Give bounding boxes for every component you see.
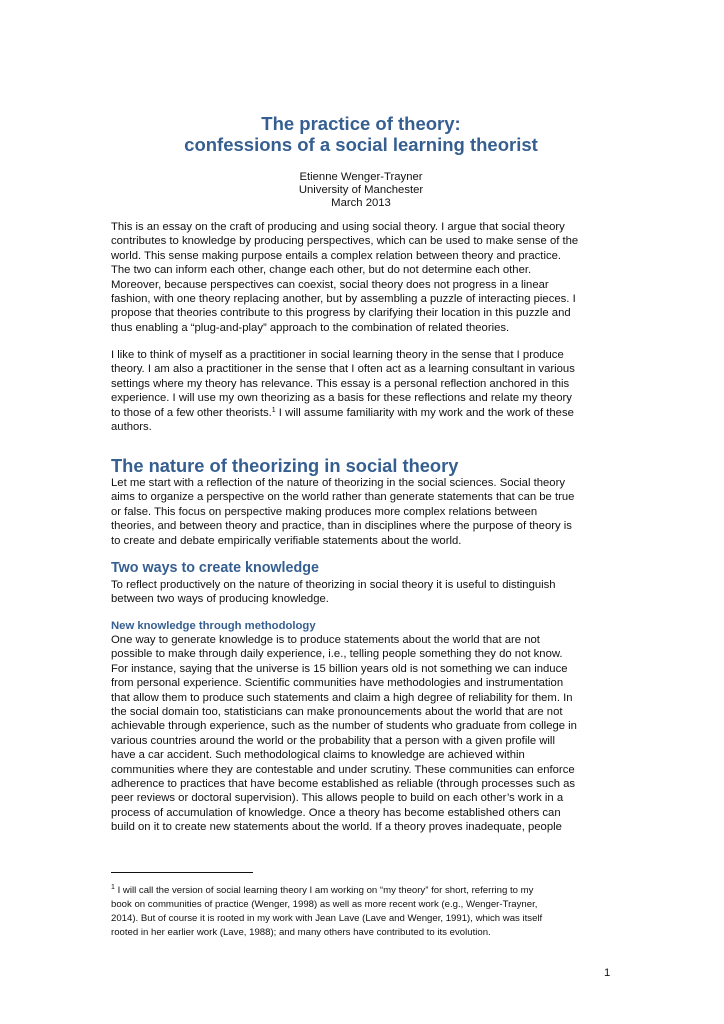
text-line: fashion, with one theory replacing another, but by assembling a puzzle of interacting pieces. I: [111, 293, 576, 306]
text-line: 2014). But of course it is rooted in my work with Jean Lave (Lave and Wenger, 1991), which was itself: [111, 913, 543, 924]
text-line: have a car accident. Such methodological claims to knowledge are achieved within: [111, 749, 525, 762]
footnote-divider: [111, 872, 253, 873]
text-line: theory. I am also a practitioner in the sense that I often act as a learning consultant in various: [111, 363, 575, 376]
title-line-1: The practice of theory:: [261, 113, 461, 134]
text-line: between two ways of producing knowledge.: [111, 593, 329, 606]
abstract-paragraph: [111, 220, 611, 335]
title-line-2: confessions of a social learning theorist: [184, 134, 538, 155]
text-segment: I will call the version of social learning theory I am working on “my theory” for short, referring to my: [114, 885, 534, 896]
text-line: I like to think of myself as a practitioner in social learning theory in the sense that I produce: [111, 349, 564, 361]
text-line: The two can inform each other, change each other, but do not determine each other.: [111, 264, 532, 277]
text-line: theories, and between theory and practice, than in disciplines where the purpose of theory is: [111, 520, 572, 533]
text-line: aims to organize a perspective on the world rather than generate statements that can be true: [111, 491, 575, 504]
section-theorizing-paragraph: [111, 476, 611, 548]
text-line: communities where they are contestable and under scrutiny. These communities can enforce: [111, 763, 575, 776]
text-line: [111, 406, 611, 420]
text-line: thus enabling a “plug-and-play” approach to the combination of related theories.: [111, 321, 510, 334]
text-line: world. This sense making purpose entails a complex relation between theory and practice.: [111, 249, 562, 262]
text-line: build on it to create new statements about the world. If a theory proves inadequate, people: [111, 821, 562, 834]
text-line: contributes to knowledge by producing perspectives, which can be used to make sense of the: [111, 235, 579, 248]
text-line: peer reviews or doctoral supervision). This allows people to build on each other’s work in a: [111, 792, 564, 805]
footnote-number: 1: [111, 884, 115, 891]
text-line: the social domain too, statisticians can make pronouncements about the world that are not: [111, 706, 563, 719]
publication-date: March 2013: [331, 197, 391, 209]
text-line: [111, 884, 611, 898]
paper-title: [111, 113, 611, 155]
subsection-heading-two-ways: Two ways to create knowledge: [111, 560, 319, 576]
text-line: from personal experience. Scientific communities have methodologies and instrumentation: [111, 677, 564, 690]
text-line: that allow them to produce such statements and claim a high degree of reliability for them. In: [111, 691, 573, 704]
footnote: [111, 884, 611, 940]
text-line: One way to generate knowledge is to produce statements about the world that are not: [111, 634, 540, 646]
author-block: [111, 171, 611, 210]
text-segment: to those of a few other theorists.: [111, 406, 272, 419]
author-name: Etienne Wenger-Trayner: [299, 171, 423, 183]
text-line: achievable through experience, such as the number of students who graduate from college in: [111, 720, 577, 733]
text-line: For instance, saying that the universe is 15 billion years old is not something we can induce: [111, 662, 568, 675]
page-number: 1: [604, 967, 611, 979]
section-heading-theorizing: The nature of theorizing in social theory: [111, 455, 459, 476]
text-line: settings where my theory has relevance. This essay is a personal reflection anchored in this: [111, 377, 570, 390]
text-segment: I will assume familiarity with my work and the work of these: [275, 406, 574, 419]
intro-paragraph: [111, 348, 611, 434]
subsubsection-heading-methodology: New knowledge through methodology: [111, 620, 316, 632]
text-line: various countries around the world or the probability that a person with a given profile will: [111, 734, 555, 747]
text-line: To reflect productively on the nature of theorizing in social theory it is useful to distinguish: [111, 579, 556, 591]
text-line: experience. I will use my own theorizing as a basis for these reflections and relate my theory: [111, 392, 572, 405]
subsubsection-methodology-paragraph: [111, 633, 611, 835]
footnote-reference[interactable]: 1: [271, 406, 276, 414]
text-line: rooted in her earlier work (Lave, 1988); and many others have contributed to its evolution.: [111, 927, 491, 938]
text-line: or false. This focus on perspective making produces more complex relations between: [111, 505, 538, 518]
text-line: adherence to practices that have become established as reliable (through processes such as: [111, 778, 576, 791]
text-line: book on communities of practice (Wenger, 1998) as well as more recent work (e.g., Wenger-Trayner,: [111, 899, 538, 910]
text-line: process of accumulation of knowledge. Once a theory has become established others can: [111, 806, 561, 819]
text-line: This is an essay on the craft of producing and using social theory. I argue that social theory: [111, 221, 565, 233]
subsection-two-ways-paragraph: [111, 578, 611, 607]
text-line: possible to make through daily experience, i.e., telling people something they do not know.: [111, 648, 563, 661]
text-line: to create and debate empirically verifiable statements about the world.: [111, 534, 462, 547]
text-line: Moreover, because perspectives can coexist, social theory does not progress in a linear: [111, 278, 549, 291]
author-affiliation: University of Manchester: [298, 184, 424, 196]
document-page: [111, 0, 611, 1024]
text-line: propose that theories contribute to this progress by clarifying their location in this puzzle and: [111, 307, 571, 320]
text-line: authors.: [111, 421, 152, 434]
text-line: Let me start with a reflection of the nature of theorizing in the social sciences. Social theory: [111, 477, 565, 489]
